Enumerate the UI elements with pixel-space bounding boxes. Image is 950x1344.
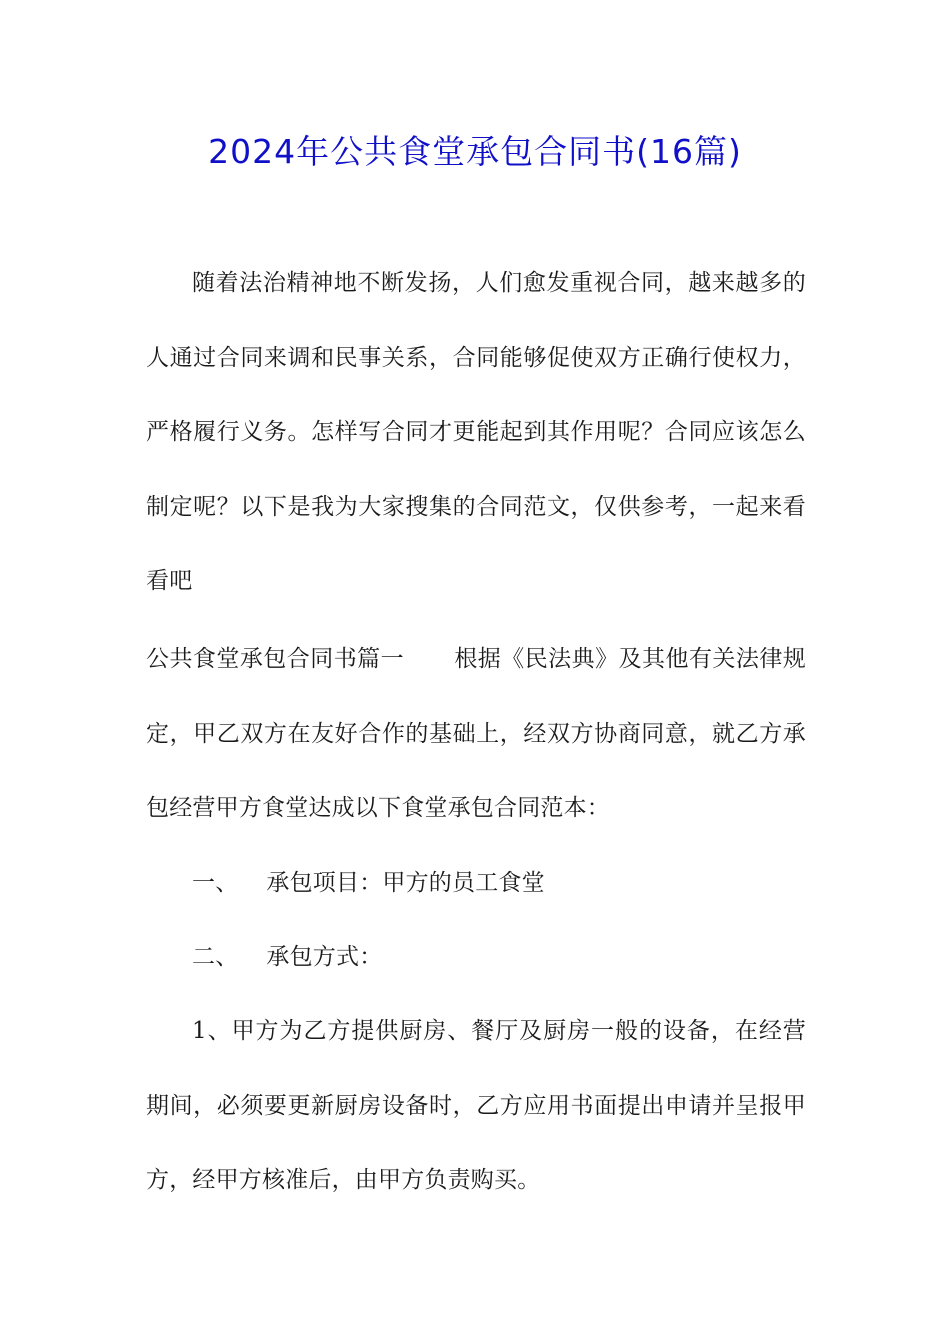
item-1 <box>146 846 806 921</box>
document-title: 2024年公共食堂承包合同书(16篇) <box>208 132 742 171</box>
clause-1: 1、甲方为乙方提供厨房、餐厅及厨房一般的设备，在经营期间，必须要更新厨房设备时，乙方应用书面提出申请并呈报甲方，经甲方核准后，由甲方负责购买。 <box>146 1018 806 1193</box>
intro-paragraph: 随着法治精神地不断发扬，人们愈发重视合同，越来越多的人通过合同来调和民事关系，合同能够促使双方正确行使权力，严格履行义务。怎样写合同才更能起到其作用呢？合同应该怎么制定呢？以下是我为大家搜集的合同范文，仅供参考，一起来看看吧 <box>146 270 806 594</box>
section-paragraph <box>146 622 806 846</box>
item-2-number: 二、 <box>192 944 239 970</box>
item-2 <box>146 920 806 995</box>
section-text: 根据《民法典》及其他有关法律规定，甲乙双方在友好合作的基础上，经双方协商同意，就乙方承包经营甲方食堂达成以下食堂承包合同范本： <box>146 646 806 821</box>
section-heading: 公共食堂承包合同书篇一 <box>146 646 405 672</box>
item-2-text: 承包方式： <box>266 944 383 970</box>
item-1-number: 一、 <box>192 870 239 896</box>
item-1-text: 承包项目：甲方的员工食堂 <box>266 870 545 896</box>
